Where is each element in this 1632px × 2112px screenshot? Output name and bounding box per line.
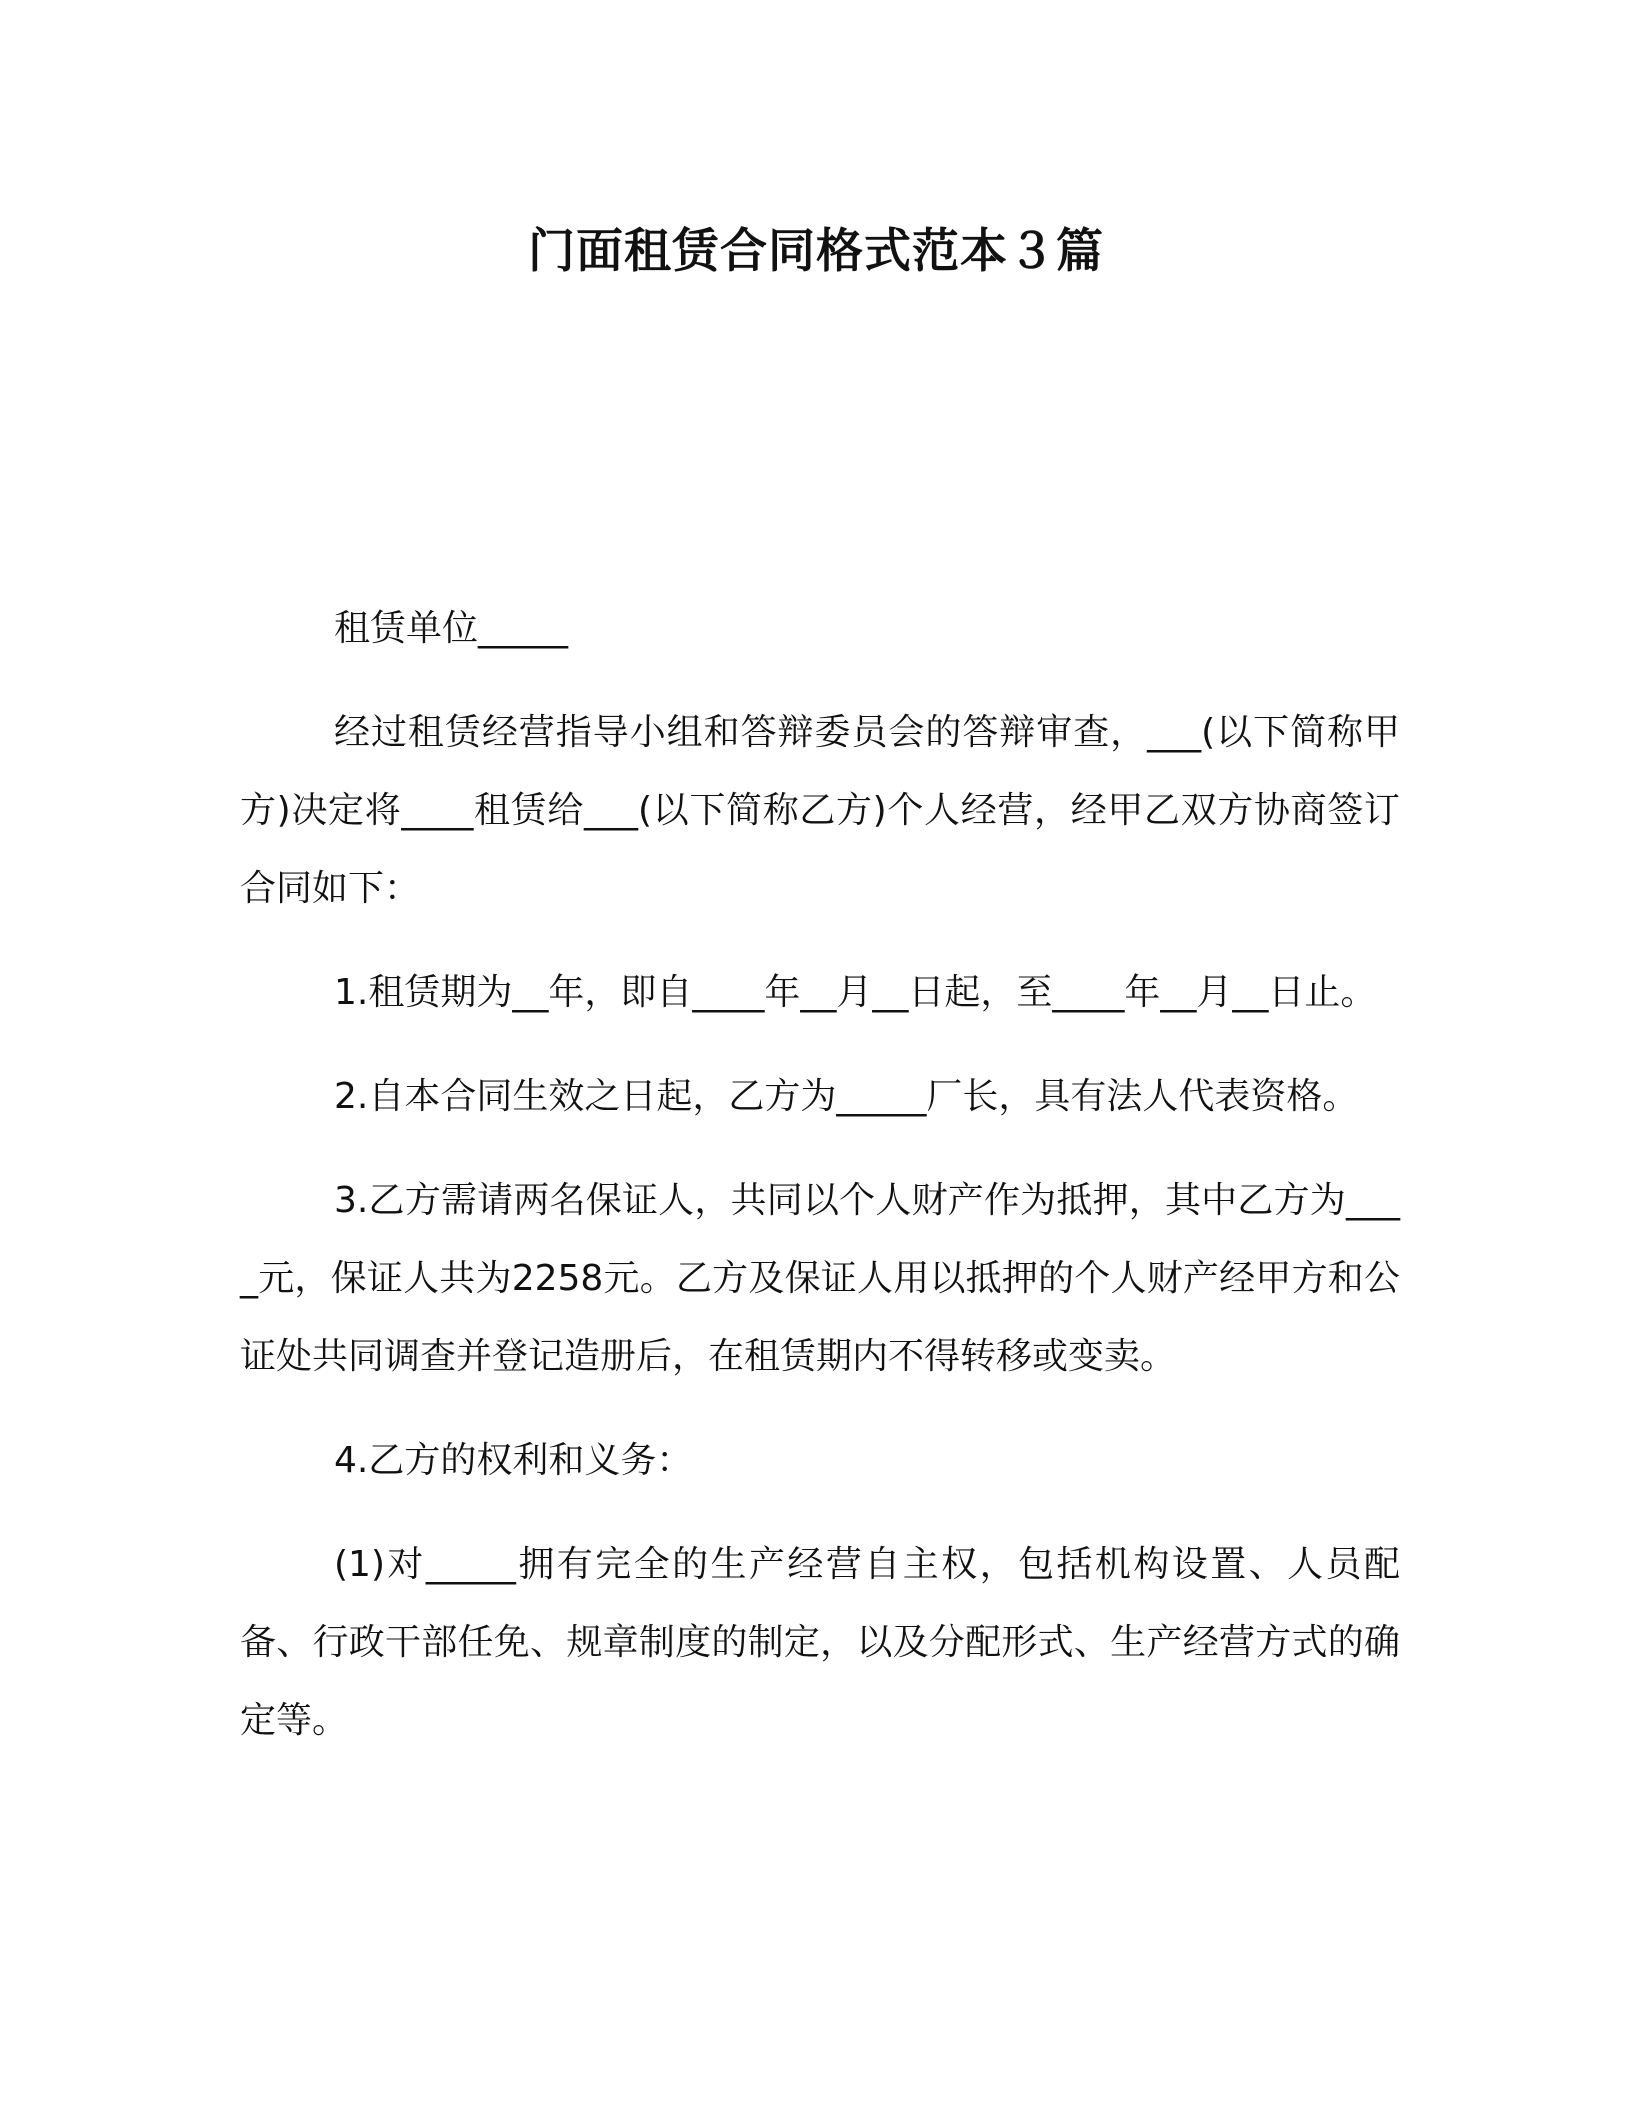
- clause-1-lease-term: 1.租赁期为__年，即自____年__月__日起，至____年__月__日止。: [334, 972, 1377, 1013]
- clause-2-legal-representative: 2.自本合同生效之日起，乙方为_____厂长，具有法人代表资格。: [334, 1076, 1359, 1117]
- lessor-unit-line: 租赁单位_____: [334, 608, 569, 649]
- clause-4-1-autonomy: (1)对_____拥有完全的生产经营自主权，包括机构设置、人员配备、行政干部任免、规章制度的制定，以及分配形式、生产经营方式的确定等。: [240, 1544, 1400, 1741]
- clause-4-rights-obligations: 4.乙方的权利和义务：: [334, 1440, 693, 1481]
- document-body: [240, 590, 1400, 1760]
- intro-paragraph: 经过租赁经营指导小组和答辩委员会的答辩审查，___(以下简称甲方)决定将____租赁给___(以下简称乙方)个人经营，经甲乙双方协商签订合同如下：: [240, 712, 1400, 909]
- clause-3-guarantors: 3.乙方需请两名保证人，共同以个人财产作为抵押，其中乙方为____元，保证人共为2258元。乙方及保证人用以抵押的个人财产经甲方和公证处共同调查并登记造册后，在租赁期内不得转移或变卖。: [240, 1180, 1400, 1377]
- document-title: 门面租赁合同格式范本３篇: [528, 224, 1104, 279]
